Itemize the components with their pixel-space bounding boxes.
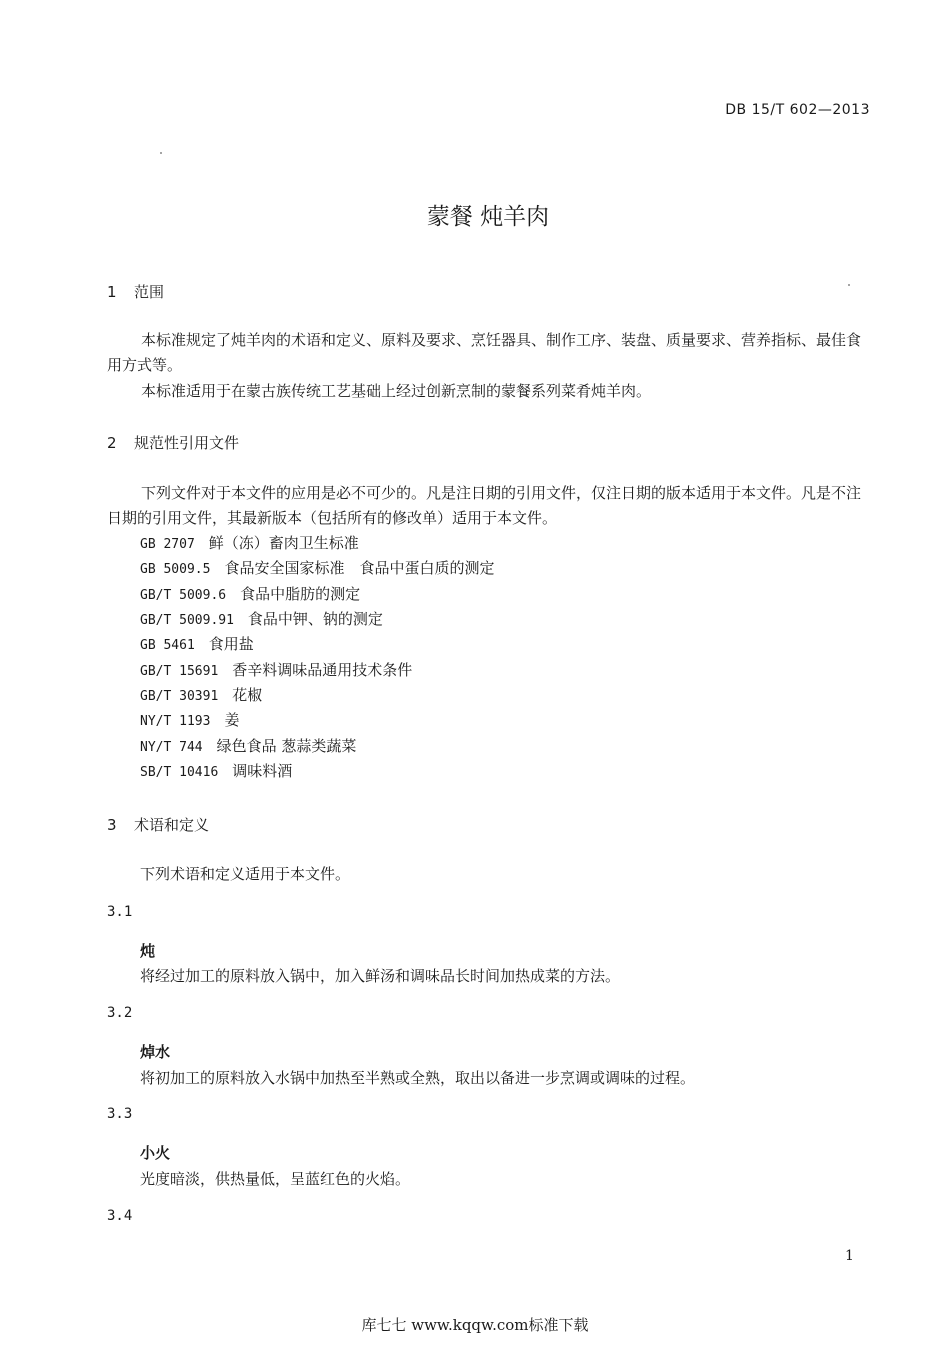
section-number: 3 — [107, 816, 117, 834]
reference-name: 鲜（冻）畜肉卫生标准 — [208, 534, 359, 552]
reference-name: 食品安全国家标准 食品中蛋白质的测定 — [224, 559, 495, 577]
section-title: 范围 — [134, 283, 165, 301]
clause-number: 3.3 — [107, 1106, 133, 1122]
term-definition: 将经过加工的原料放入锅中，加入鲜汤和调味品长时间加热成菜的方法。 — [140, 967, 621, 985]
section-title: 术语和定义 — [134, 816, 210, 834]
reference-code: GB/T 30391 — [140, 689, 219, 704]
clause-number: 3.4 — [107, 1208, 133, 1224]
reference-item — [140, 532, 359, 553]
reference-name: 姜 — [224, 711, 240, 729]
reference-name: 绿色食品 葱蒜类蔬菜 — [216, 737, 357, 755]
reference-code: NY/T 1193 — [140, 714, 211, 729]
reference-name: 花椒 — [232, 686, 263, 704]
reference-code: GB/T 5009.91 — [140, 613, 234, 628]
reference-code: GB/T 5009.6 — [140, 588, 227, 603]
term-definition: 将初加工的原料放入水锅中加热至半熟或全熟，取出以备进一步烹调或调味的过程。 — [140, 1069, 696, 1087]
clause-number: 3.2 — [107, 1005, 133, 1021]
reference-item — [140, 684, 262, 705]
reference-name: 食品中钾、钠的测定 — [247, 610, 383, 628]
reference-item — [140, 709, 239, 730]
reference-item — [140, 557, 494, 578]
reference-name: 香辛料调味品通用技术条件 — [232, 661, 413, 679]
reference-item — [140, 608, 383, 629]
reference-code: SB/T 10416 — [140, 765, 219, 780]
reference-code: GB 5461 — [140, 638, 195, 653]
reference-item — [140, 735, 356, 756]
references-intro: 下列文件对于本文件的应用是必不可少的。凡是注日期的引用文件，仅注日期的版本适用于本文件。凡是不注日期的引用文件，其最新版本（包括所有的修改单）适用于本文件。 — [107, 484, 862, 527]
term-name: 炖 — [140, 942, 156, 960]
term-definition: 光度暗淡，供热量低，呈蓝红色的火焰。 — [140, 1170, 411, 1188]
section-title: 规范性引用文件 — [134, 434, 240, 452]
reference-name: 食用盐 — [208, 635, 254, 653]
reference-name: 食品中脂肪的测定 — [240, 585, 361, 603]
reference-item — [140, 583, 360, 604]
reference-code: GB/T 15691 — [140, 664, 219, 679]
terms-intro: 下列术语和定义适用于本文件。 — [140, 865, 351, 883]
reference-code: GB 2707 — [140, 537, 195, 552]
scope-paragraph-1: 本标准规定了炖羊肉的术语和定义、原料及要求、烹饪器具、制作工序、装盘、质量要求、营养指标、最佳食用方式等。 — [107, 331, 862, 374]
clause-number: 3.1 — [107, 904, 133, 920]
reference-code: GB 5009.5 — [140, 562, 211, 577]
section-heading-references — [107, 432, 239, 453]
document-title: 蒙餐 炖羊肉 — [426, 204, 550, 230]
section-number: 2 — [107, 434, 117, 452]
term-name: 焯水 — [140, 1043, 171, 1061]
document-code: DB 15/T 602—2013 — [725, 102, 870, 118]
scope-paragraph-2: 本标准适用于在蒙古族传统工艺基础上经过创新烹制的蒙餐系列菜肴炖羊肉。 — [141, 382, 652, 400]
reference-item — [140, 760, 292, 781]
section-heading-scope — [107, 281, 164, 302]
page-number: 1 — [845, 1248, 854, 1264]
reference-item — [140, 633, 254, 654]
reference-code: NY/T 744 — [140, 740, 203, 755]
reference-name: 调味料酒 — [232, 762, 293, 780]
term-name: 小火 — [140, 1144, 171, 1162]
section-number: 1 — [107, 283, 117, 301]
section-heading-terms — [107, 814, 209, 835]
footer-watermark: 库七七 www.kqqw.com标准下载 — [361, 1316, 589, 1334]
reference-item — [140, 659, 412, 680]
